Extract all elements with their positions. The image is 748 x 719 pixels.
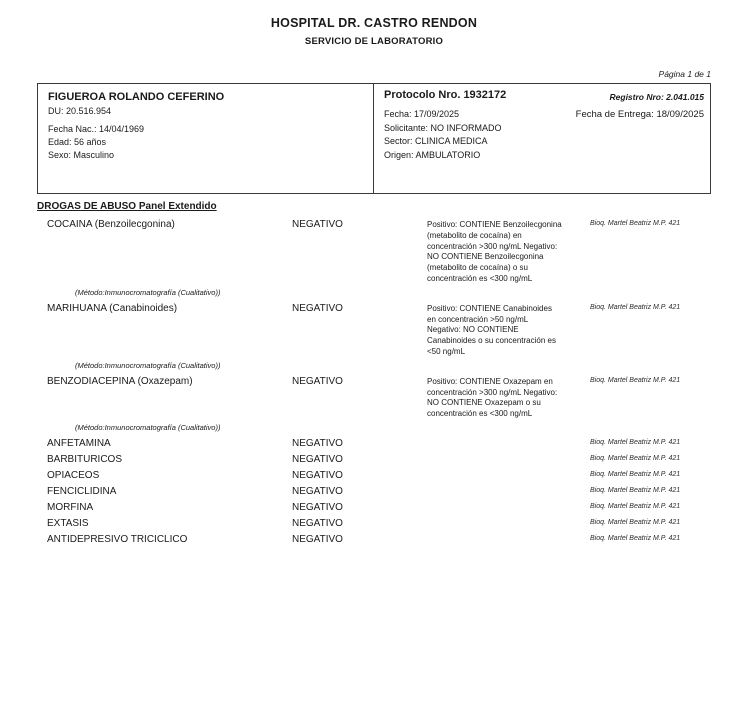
- test-method: (Método:Inmunocromatografía (Cualitativo)): [75, 360, 221, 370]
- biochemist-signature: Bioq. Martel Beatriz M.P. 421: [590, 303, 681, 311]
- test-name: BARBITURICOS: [47, 453, 123, 465]
- test-reference-note: [417, 452, 562, 455]
- test-method: (Método:Inmunocromatografía (Cualitativo)): [75, 287, 221, 297]
- test-row: [37, 374, 711, 432]
- test-result: NEGATIVO: [292, 219, 343, 230]
- test-name: OPIACEOS: [47, 469, 100, 481]
- patient-du: DU: 20.516.954: [48, 106, 112, 116]
- patient-name: FIGUEROA ROLANDO CEFERINO: [48, 91, 225, 103]
- test-row-grid: [37, 532, 711, 548]
- test-rows: [37, 217, 711, 548]
- test-row: [37, 516, 711, 532]
- test-row: [37, 217, 711, 297]
- test-reference-note: [417, 468, 562, 471]
- results-section: [37, 201, 711, 548]
- test-row-grid: [37, 468, 711, 484]
- test-row-grid: [37, 500, 711, 516]
- protocol-info-cell: [374, 84, 710, 193]
- test-result: NEGATIVO: [292, 375, 343, 387]
- patient-sex: Sexo: Masculino: [48, 150, 115, 160]
- protocol-date: Fecha: 17/09/2025: [384, 109, 460, 119]
- test-row: [37, 500, 711, 516]
- service-subtitle: SERVICIO DE LABORATORIO: [304, 36, 444, 47]
- protocol-origin: Origen: AMBULATORIO: [384, 149, 481, 160]
- biochemist-signature: Bioq. Martel Beatriz M.P. 421: [590, 518, 681, 526]
- test-row: [37, 468, 711, 484]
- test-method: (Método:Inmunocromatografía (Cualitativo)): [75, 422, 221, 432]
- test-reference-note: [417, 436, 562, 439]
- test-name: ANFETAMINA: [47, 437, 111, 449]
- test-row: [37, 452, 711, 468]
- test-name: ANTIDEPRESIVO TRICICLICO: [47, 533, 188, 545]
- document-header: [37, 16, 711, 47]
- test-result: NEGATIVO: [292, 453, 343, 465]
- test-result: NEGATIVO: [292, 501, 343, 513]
- test-result: NEGATIVO: [292, 485, 343, 497]
- page-number: Página 1 de 1: [658, 69, 711, 79]
- test-row: [37, 436, 711, 452]
- test-name: COCAINA (Benzoilecgonina): [47, 219, 175, 230]
- biochemist-signature: Bioq. Martel Beatriz M.P. 421: [590, 376, 681, 384]
- section-title: DROGAS DE ABUSO Panel Extendido: [37, 201, 217, 212]
- patient-birth-date: Fecha Nac.: 14/04/1969: [48, 124, 145, 134]
- test-row: [37, 301, 711, 370]
- test-row-grid: [37, 374, 711, 420]
- test-result: NEGATIVO: [292, 437, 343, 449]
- patient-details: [48, 123, 365, 162]
- biochemist-signature: Bioq. Martel Beatriz M.P. 421: [590, 220, 681, 227]
- test-reference-note: [417, 532, 562, 535]
- patient-info-cell: [38, 84, 374, 193]
- registry-number: Registro Nro: 2.041.015: [609, 92, 704, 102]
- protocol-dates-row: [384, 108, 704, 122]
- protocol-sector: Sector: CLINICA MEDICA: [384, 136, 488, 146]
- biochemist-signature: Bioq. Martel Beatriz M.P. 421: [590, 486, 681, 494]
- delivery-date: Fecha de Entrega: 18/09/2025: [575, 109, 704, 120]
- biochemist-signature: Bioq. Martel Beatriz M.P. 421: [590, 502, 681, 510]
- test-name: EXTASIS: [47, 517, 89, 529]
- protocol-requester: Solicitante: NO INFORMADO: [384, 122, 502, 133]
- test-name: FENCICLIDINA: [47, 485, 117, 497]
- biochemist-signature: Bioq. Martel Beatriz M.P. 421: [590, 438, 681, 446]
- test-row-grid: [37, 452, 711, 468]
- patient-age: Edad: 56 años: [48, 137, 107, 147]
- biochemist-signature: Bioq. Martel Beatriz M.P. 421: [590, 454, 681, 462]
- test-reference-note: Positivo: CONTIENE Benzoilecgonina (metabolito de cocaína) en concentración >300 ng/mL Negativo: NO CONTIENE Benzoilecgonina (metabolito de cocaína) o su concentración es <300 ng/mL: [427, 220, 562, 283]
- test-reference-note: Positivo: CONTIENE Canabinoides en concentración >50 ng/mL Negativo: NO CONTIENE Canabinoides o su concentración es <50 ng/mL: [427, 303, 556, 356]
- test-result: NEGATIVO: [292, 517, 343, 529]
- biochemist-signature: Bioq. Martel Beatriz M.P. 421: [590, 534, 681, 542]
- patient-protocol-box: [37, 83, 711, 194]
- protocol-header-row: [384, 89, 704, 102]
- test-reference-note: [417, 484, 562, 487]
- biochemist-signature: Bioq. Martel Beatriz M.P. 421: [590, 470, 681, 478]
- test-reference-note: Positivo: CONTIENE Oxazepam en concentración >300 ng/mL Negativo: NO CONTIENE Oxazepam o su concentración es <300 ng/mL: [427, 376, 558, 419]
- test-result: NEGATIVO: [292, 469, 343, 481]
- test-row-grid: [37, 484, 711, 500]
- test-name: BENZODIACEPINA (Oxazepam): [47, 375, 193, 387]
- test-row-grid: [37, 436, 711, 452]
- protocol-number: Protocolo Nro. 1932172: [384, 89, 507, 101]
- test-row-grid: [37, 516, 711, 532]
- test-name: MARIHUANA (Canabinoides): [47, 302, 178, 314]
- test-row: [37, 484, 711, 500]
- test-row-grid: [37, 301, 711, 358]
- test-result: NEGATIVO: [292, 302, 343, 314]
- test-reference-note: [417, 500, 562, 503]
- test-result: NEGATIVO: [292, 533, 343, 545]
- test-row-grid: [37, 217, 711, 285]
- test-name: MORFINA: [47, 501, 94, 513]
- test-reference-note: [417, 516, 562, 519]
- hospital-title: HOSPITAL DR. CASTRO RENDON: [270, 16, 478, 30]
- test-row: [37, 532, 711, 548]
